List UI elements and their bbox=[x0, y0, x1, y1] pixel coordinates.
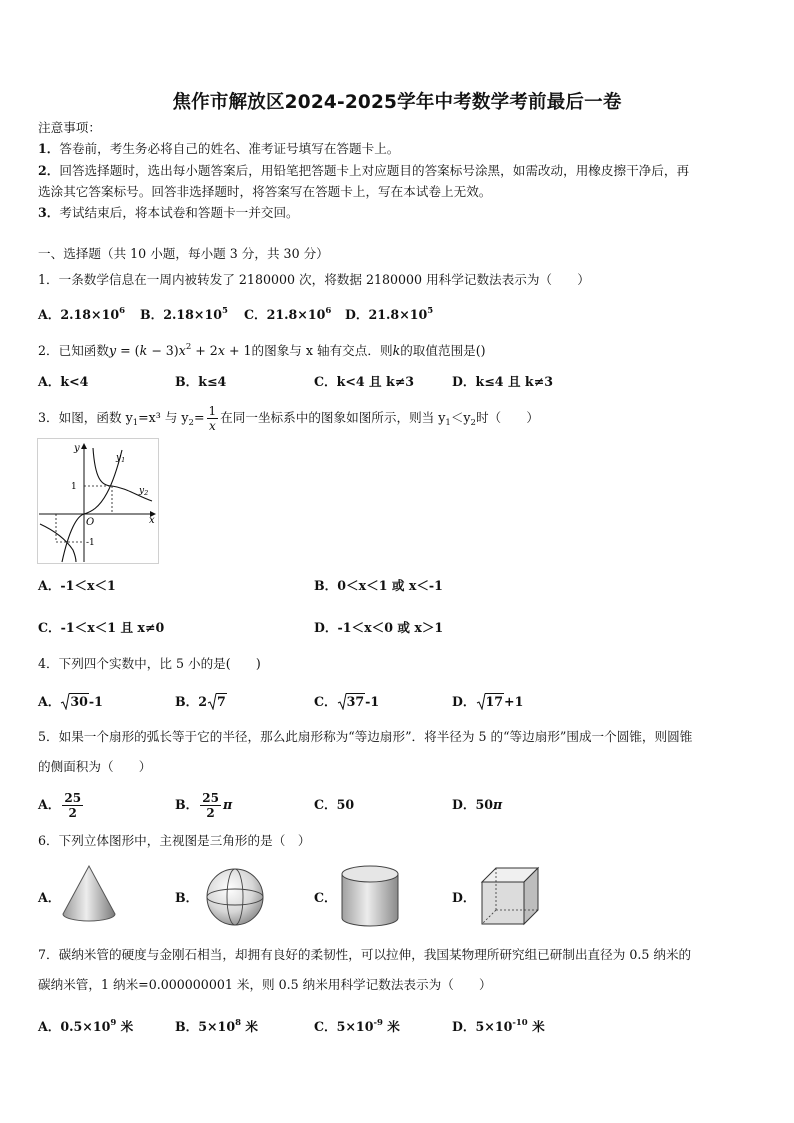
q7-stem-cont: 碳纳米管，1 纳米=0.000000001 米，则 0.5 纳米用科学记数法表示为（ ） bbox=[38, 977, 492, 992]
q7-option-c: C．$5\times 10^{-9}$ 米 bbox=[314, 1018, 400, 1034]
notice-item-1: 1．答卷前，考生务必将自己的姓名、准考证号填写在答题卡上。 bbox=[38, 141, 400, 156]
q4-option-c: C． 37-1 bbox=[314, 694, 380, 709]
curve-label-y1: $y_1$ bbox=[116, 453, 126, 464]
q2-option-a: A．k<4 bbox=[38, 374, 89, 389]
q5-option-c: C．50 bbox=[314, 797, 355, 812]
page-title: 焦作市解放区2024-2025学年中考数学考前最后一卷 bbox=[172, 92, 622, 113]
q3-option-d: D．-1＜x＜0 或 x＞1 bbox=[314, 620, 444, 635]
origin-label: O bbox=[86, 517, 95, 528]
q5-option-d: D．50π bbox=[452, 797, 503, 812]
q5-a-fraction: $\frac{25}{2}$ bbox=[64, 791, 82, 820]
q5-stem: 5．如果一个扇形的弧长等于它的半径，那么此扇形称为“等边扇形”．将半径为 5 的“等边扇形”围成一个圆锥，则圆锥 bbox=[38, 729, 693, 744]
curve-label-y2: $y_2$ bbox=[139, 486, 149, 497]
q2-option-b: B．k≤4 bbox=[175, 374, 227, 389]
q5-b-fraction: $\frac{25}{2}$ bbox=[202, 791, 219, 820]
notice-item-2: 2．回答选择题时，选出每小题答案后，用铅笔把答题卡上对应题目的答案标号涂黑，如需改动，用橡皮擦干净后，再 bbox=[38, 163, 690, 178]
q5-option-a: A． $\frac{25}{2}$ bbox=[38, 791, 82, 820]
x-axis-label: x bbox=[149, 515, 155, 526]
y-axis-label: y bbox=[74, 443, 80, 454]
notice-heading: 注意事项： bbox=[38, 120, 101, 135]
sqrt-icon: 17 bbox=[476, 693, 505, 710]
q4-option-a: A． 30-1 bbox=[38, 694, 103, 709]
cylinder-icon bbox=[339, 864, 401, 930]
q2-option-c: C．k<4 且 k≠3 bbox=[314, 374, 415, 389]
tick-label-1: 1 bbox=[71, 482, 77, 492]
q5-option-b: B． $\frac{25}{2}$ π bbox=[175, 791, 233, 820]
q7-option-b: B．$5\times 10^8$ 米 bbox=[175, 1018, 258, 1034]
q1-option-d: D．$21.8\times 10^5$ bbox=[345, 306, 434, 322]
q3-stem: 3．如图，函数 $y_1=x^3$ 与 $y_2=$ $\frac{1}{x}$ 在同一坐标系中的图象如图所示，则当 $y_1<y_2$时（ ） bbox=[38, 404, 539, 433]
cone-icon bbox=[60, 864, 118, 924]
tick-label-neg-1: -1 bbox=[86, 538, 95, 548]
q2-stem: 2．已知函数$y = (k - 3)x^2 + 2x + 1$的图象与 x 轴有交点．则k的取值范围是() bbox=[38, 342, 486, 358]
sqrt-icon: 30 bbox=[60, 693, 89, 710]
q2-option-d: D．k≤4 且 k≠3 bbox=[452, 374, 553, 389]
q4-stem: 4．下列四个实数中，比 5 小的是( ) bbox=[38, 656, 261, 671]
q3-option-c: C．-1＜x＜1 且 x≠0 bbox=[38, 620, 165, 635]
sqrt-icon: 37 bbox=[337, 693, 366, 710]
q3-option-b: B．0＜x＜1 或 x＜-1 bbox=[314, 578, 443, 593]
notice-item-2-cont: 选涂其它答案标号。回答非选择题时，将答案写在答题卡上，写在本试卷上无效。 bbox=[38, 184, 492, 199]
q6-option-c: C． bbox=[314, 890, 337, 905]
notice-item-3: 3．考试结束后，将本试卷和答题卡一并交回。 bbox=[38, 205, 299, 220]
section-heading: 一、选择题（共 10 小题，每小题 3 分，共 30 分） bbox=[38, 246, 329, 261]
q3-option-a: A．-1＜x＜1 bbox=[38, 578, 116, 593]
q6-option-b: B． bbox=[175, 890, 199, 905]
sphere-icon bbox=[204, 866, 266, 928]
q3-fraction: $\frac{1}{x}$ bbox=[208, 404, 217, 433]
q7-stem: 7．碳纳米管的硬度与金刚石相当，却拥有良好的柔韧性，可以拉伸，我国某物理所研究组已研制出直径为 0.5 纳米的 bbox=[38, 947, 692, 962]
q4-option-b: B．2 7 bbox=[175, 694, 226, 709]
q5-stem-cont: 的侧面积为（ ） bbox=[38, 759, 152, 774]
q6-option-a: A． bbox=[38, 890, 61, 905]
q1-option-b: B．$2.18\times 10^5$ bbox=[140, 306, 228, 322]
q2-function: $y = (k - 3)x^2 + 2x + 1$ bbox=[108, 342, 252, 358]
q6-option-d: D． bbox=[452, 890, 476, 905]
q7-option-a: A．$0.5\times 10^9$ 米 bbox=[38, 1018, 134, 1034]
q1-option-a: A．$2.18\times 10^6$ bbox=[38, 306, 126, 322]
q1-option-c: C．$21.8\times 10^6$ bbox=[244, 306, 332, 322]
q3-graph bbox=[37, 438, 159, 564]
q1-stem: 1．一条数学信息在一周内被转发了 2180000 次，将数据 2180000 用科学记数法表示为（ ） bbox=[38, 272, 590, 287]
sqrt-icon: 7 bbox=[207, 693, 227, 710]
q6-stem: 6．下列立体图形中，主视图是三角形的是（ ） bbox=[38, 833, 311, 848]
cube-icon bbox=[478, 864, 542, 928]
q4-option-d: D． 17+1 bbox=[452, 694, 524, 709]
q7-option-d: D．$5\times 10^{-10}$ 米 bbox=[452, 1018, 545, 1034]
